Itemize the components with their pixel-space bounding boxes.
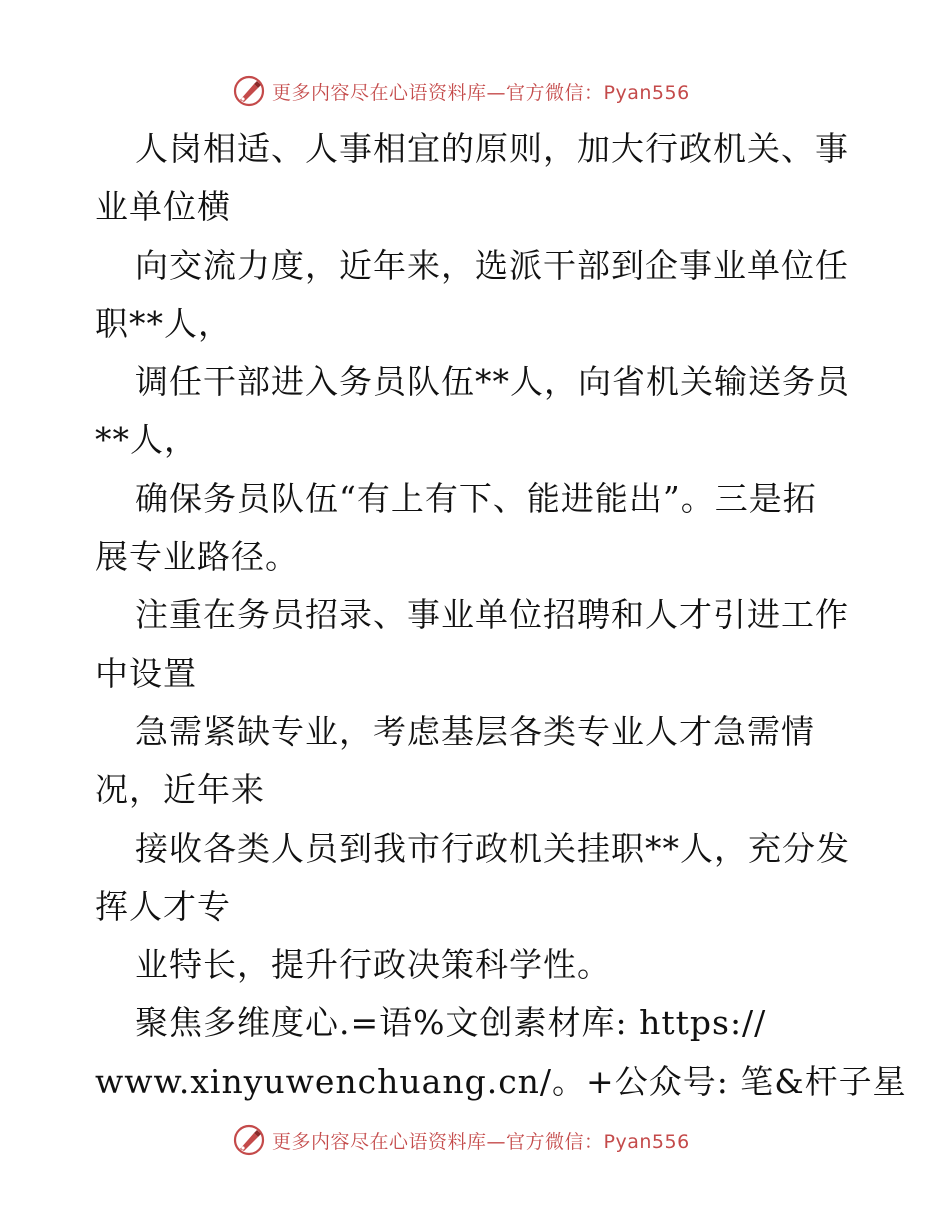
text-line: 职**人，	[95, 303, 232, 343]
text-line: 况，近年来	[95, 770, 265, 810]
text-line: 注重在务员招录、事业单位招聘和人才引进工作	[135, 595, 849, 635]
text-line: 确保务员队伍“有上有下、能进能出”。三是拓	[135, 478, 817, 518]
text-line: 中设置	[95, 653, 197, 693]
document-body	[95, 120, 907, 1111]
text-line: 接收各类人员到我市行政机关挂职**人，充分发	[135, 828, 850, 868]
text-line: www.xinyuwenchuang.cn/。+公众号: 笔&杆子星	[95, 1061, 907, 1101]
text-line: 业单位横	[95, 187, 231, 227]
text-line: 挥人才专	[95, 886, 231, 926]
text-line: 人岗相适、人事相宜的原则，加大行政机关、事	[135, 129, 849, 168]
footer-banner-text: 更多内容尽在心语资料库—官方微信：Pyan556	[272, 1130, 690, 1153]
text-line: 向交流力度，近年来，选派干部到企事业单位任	[135, 245, 849, 285]
pen-logo-icon	[232, 74, 266, 108]
text-line: 展专业路径。	[95, 537, 299, 577]
footer-banner	[232, 1120, 712, 1160]
text-line: **人，	[95, 420, 198, 460]
text-line: 聚焦多维度心.=语%文创素材库: https://	[135, 1003, 767, 1043]
text-line: 急需紧缺专业，考虑基层各类专业人才急需情	[135, 711, 815, 751]
text-line: 业特长，提升行政决策科学性。	[135, 945, 611, 985]
pen-logo-icon	[232, 1123, 266, 1157]
text-line: 调任干部进入务员队伍**人，向省机关输送务员	[135, 362, 850, 402]
header-banner-text: 更多内容尽在心语资料库—官方微信：Pyan556	[272, 81, 690, 104]
header-banner	[232, 71, 712, 111]
